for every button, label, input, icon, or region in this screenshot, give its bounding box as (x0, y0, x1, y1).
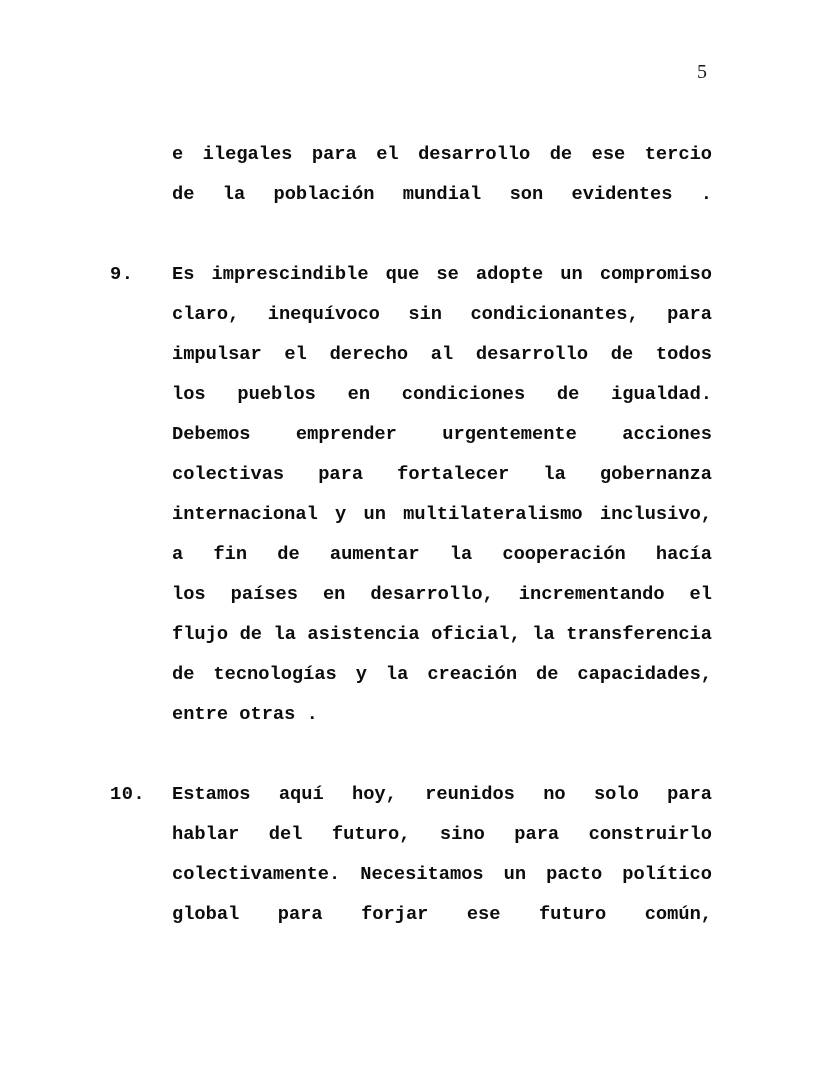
document-body (110, 134, 712, 974)
text-line: Debemos emprender urgentemente acciones (172, 423, 712, 445)
text-line: entre otras . (172, 703, 318, 725)
text-line: internacional y un multilateralismo inclusivo, (172, 503, 712, 525)
text-line: e ilegales para el desarrollo de ese tercio (172, 143, 712, 165)
text-line: colectivas para fortalecer la gobernanza (172, 463, 712, 485)
paragraph-lines (172, 134, 712, 214)
paragraph-lines (172, 254, 712, 734)
text-line: Estamos aquí hoy, reunidos no solo para (172, 783, 712, 805)
text-line: los países en desarrollo, incrementando el (172, 583, 712, 605)
text-line: Es imprescindible que se adopte un compromiso (172, 263, 712, 285)
text-line: de la población mundial son evidentes . (172, 183, 712, 205)
text-line: global para forjar ese futuro común, (172, 903, 712, 925)
text-line: flujo de la asistencia oficial, la transferencia (172, 623, 712, 645)
paragraph-lines (172, 774, 712, 934)
paragraph (110, 134, 712, 214)
text-line: los pueblos en condiciones de igualdad. (172, 383, 712, 405)
text-line: colectivamente. Necesitamos un pacto político (172, 863, 712, 885)
paragraph-number: 10. (110, 783, 146, 805)
text-line: a fin de aumentar la cooperación hacía (172, 543, 712, 565)
text-line: de tecnologías y la creación de capacidades, (172, 663, 712, 685)
text-line: impulsar el derecho al desarrollo de todos (172, 343, 712, 365)
text-line: claro, inequívoco sin condicionantes, para (172, 303, 712, 325)
paragraph (110, 774, 712, 934)
page-number: 5 (697, 61, 707, 83)
paragraph-number (110, 134, 172, 214)
paragraph-number: 9. (110, 263, 134, 285)
paragraph (110, 254, 712, 734)
text-line: hablar del futuro, sino para construirlo (172, 823, 712, 845)
